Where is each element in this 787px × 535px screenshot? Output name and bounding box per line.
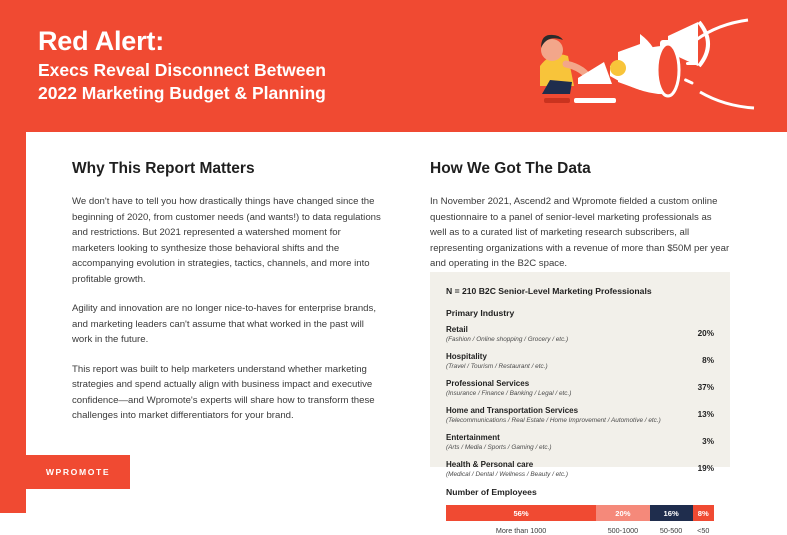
industry-value: 37% — [697, 383, 714, 392]
industry-name: Hospitality — [446, 352, 487, 361]
employees-label-under-50: <50 — [697, 526, 710, 535]
right-paragraph-1: In November 2021, Ascend2 and Wpromote fielded a custom online questionnaire to a panel of senior-level marketing professionals as well as to a curated list of marketing research subscribers, all representing organizations with a revenue of more than $50M per year and operating in the B2C space. — [430, 196, 730, 269]
industry-value: 20% — [697, 329, 714, 338]
industry-row — [446, 325, 714, 345]
page-header — [0, 0, 787, 132]
number-of-employees-heading: Number of Employees — [446, 487, 537, 497]
industry-row — [446, 352, 714, 372]
industry-name: Retail — [446, 325, 468, 334]
industry-value: 3% — [702, 437, 714, 446]
industry-row — [446, 379, 714, 399]
page-subtitle — [38, 59, 458, 105]
how-we-got-the-data-section — [430, 160, 730, 272]
employees-segment-under-50: 8% — [693, 505, 714, 521]
wpromote-logo — [26, 455, 130, 489]
page-subtitle-line2: 2022 Marketing Budget & Planning — [38, 83, 326, 103]
industry-row — [446, 406, 714, 426]
industry-row — [446, 460, 714, 480]
employees-label-50-500: 50-500 — [659, 526, 683, 535]
industry-value: 13% — [697, 410, 714, 419]
page-title: Red Alert: — [38, 26, 165, 56]
respondent-data-box — [430, 272, 730, 535]
industry-description: (Arts / Media / Sports / Gaming / etc.) — [446, 444, 552, 451]
left-section-heading: Why This Report Matters — [72, 160, 255, 177]
industry-description: (Medical / Dental / Wellness / Beauty / etc.) — [446, 471, 569, 478]
primary-industry-heading: Primary Industry — [446, 308, 515, 318]
industry-value: 8% — [702, 356, 714, 365]
employees-segment-50-500: 16% — [650, 505, 693, 521]
industry-name: Professional Services — [446, 379, 530, 388]
industry-name: Health & Personal care — [446, 460, 534, 469]
industry-value: 19% — [697, 464, 714, 473]
industry-description: (Insurance / Finance / Banking / Legal / etc.) — [446, 390, 572, 397]
industry-description: (Travel / Tourism / Restaurant / etc.) — [446, 363, 548, 370]
left-paragraph-1: We don't have to tell you how drastically things have changed since the beginning of 2020, from customer needs (and wants!) to data regulations and restrictions. But 2021 represented a watershed moment for marketers looking to synthesize those behavioral shifts and the accompanying evolution in strategies, tactics, channels, and more into profitable growth. — [72, 196, 381, 285]
right-section-heading: How We Got The Data — [430, 160, 591, 177]
page-subtitle-line1: Execs Reveal Disconnect Between — [38, 60, 326, 80]
industry-name: Home and Transportation Services — [446, 406, 579, 415]
left-paragraph-3: This report was built to help marketers understand whether marketing strategies and spend actually align with business impact and executive confidence—and Wpromote's experts will share how to transform these challenges into market differentiators for your brand. — [72, 363, 375, 421]
industry-name: Entertainment — [446, 433, 500, 442]
employees-stacked-bar — [446, 505, 714, 521]
industry-description: (Fashion / Online shopping / Grocery / etc.) — [446, 336, 569, 343]
employees-label-500-1000: 500-1000 — [607, 526, 639, 535]
wpromote-logo-text: WPROMOTE — [45, 467, 111, 477]
industry-description: (Telecommunications / Real Estate / Home Improvement / Automotive / etc.) — [446, 417, 661, 424]
data-box-title: N = 210 B2C Senior-Level Marketing Professionals — [446, 286, 652, 296]
megaphone-illustration — [500, 6, 780, 126]
employees-label-more-than-1000: More than 1000 — [495, 526, 547, 535]
employees-axis-labels — [446, 526, 714, 535]
industry-row — [446, 433, 714, 453]
left-paragraph-2: Agility and innovation are no longer nice-to-haves for enterprise brands, and marketing leaders can't assume that what worked in the past will work in the future. — [72, 303, 376, 345]
employees-segment-500-1000: 20% — [596, 505, 650, 521]
why-this-report-matters-section — [72, 160, 382, 438]
left-accent-rail — [0, 132, 26, 513]
employees-segment-more-than-1000: 56% — [446, 505, 596, 521]
